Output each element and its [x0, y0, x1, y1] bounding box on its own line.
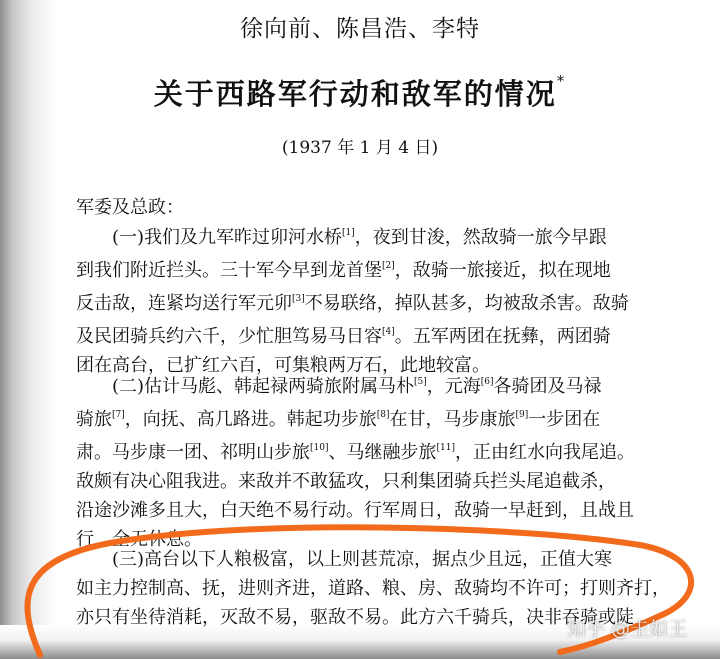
- text-run: 到我们附近拦头。三十军今早到龙首堡: [76, 260, 382, 281]
- title-text: 关于西路军行动和敌军的情况: [153, 77, 557, 111]
- text-run: ，向抚、高几路进。韩起功步旅: [124, 409, 377, 430]
- watermark: 知乎 @圭如王: [567, 618, 688, 640]
- text-line: 敌颇有决心阻我进。来敌并不敢猛攻，只利集团骑兵拦头尾追截杀，: [76, 471, 616, 492]
- text-run: ，正由红水向我尾追。: [454, 442, 635, 463]
- footnote-ref: [4]: [382, 327, 395, 337]
- text-run: 肃。马步康一团、祁明山步旅: [76, 442, 310, 463]
- text-run: 不易联络，掉队甚多，均被敌杀害。敌骑: [304, 293, 629, 314]
- footnote-ref: [1]: [342, 228, 355, 238]
- text-line: [76, 401, 676, 434]
- authors: 徐向前、陈昌浩、李特: [240, 16, 480, 42]
- text-line: (三)高台以下人粮极富，以上则甚荒凉，据点少且远，正值大寒: [112, 549, 613, 570]
- document-date: (1937 年 1 月 4 日): [281, 138, 439, 158]
- text-line: 如主力控制高、抚，进则齐进，道路、粮、房、敌骑均不许可；打则齐打，: [76, 578, 670, 599]
- footnote-ref: [2]: [382, 261, 395, 271]
- text-run: 。五军两团在抚彝，两团骑: [394, 326, 611, 347]
- footnote-ref: [11]: [436, 443, 455, 453]
- section-1: [76, 219, 676, 380]
- text-run: (一)我们及九军昨过卯河水桥: [112, 227, 343, 248]
- text-run: 、马继融步旅: [328, 442, 437, 463]
- text-line: [76, 434, 676, 467]
- text-run: 骑旅: [76, 409, 112, 430]
- footnote-ref: [8]: [376, 410, 390, 420]
- text-run: 在甘，马步康旅: [389, 409, 516, 430]
- text-line: [76, 285, 676, 318]
- footnote-ref: [5]: [414, 377, 427, 387]
- document-title: [0, 72, 720, 113]
- text-line: [76, 219, 676, 252]
- footnote-ref: [7]: [112, 410, 125, 420]
- text-line: [76, 252, 676, 285]
- text-run: 及民团骑兵约六千，少忙胆笃易马日容: [76, 326, 382, 347]
- footnote-ref: [6]: [480, 377, 494, 387]
- text-run: ，夜到甘浚，然敌骑一旅今早跟: [354, 227, 607, 248]
- section-2: [76, 368, 676, 554]
- text-run: ，敌骑一旅接近，拟在现地: [394, 260, 611, 281]
- text-line: 团在高台，已扩红六百，可集粮两万石，此地较富。: [76, 355, 490, 376]
- text-run: 反击敌，连紧均送行军元卯: [76, 293, 292, 314]
- text-run: 一步团在: [528, 409, 601, 430]
- text-line: 亦只有坐待消耗，灭敌不易，驱敌不易。此方六千骑兵，决非吞骑或陡: [76, 607, 634, 628]
- footnote-ref: [9]: [515, 410, 529, 420]
- text-line: [76, 318, 676, 351]
- footnote-ref: [10]: [310, 443, 329, 453]
- text-line: 沿途沙滩多且大，白天绝不易行动。行军周日，敌骑一早赶到，且战且: [76, 500, 634, 521]
- title-footnote-mark: *: [556, 72, 567, 90]
- text-run: 各骑团及马禄: [493, 376, 602, 397]
- text-run: ，元海: [426, 376, 481, 397]
- footnote-ref: [3]: [292, 294, 305, 304]
- text-line: 行，全无休息。: [76, 529, 202, 550]
- text-line: [76, 368, 676, 401]
- salutation: 军委及总政：: [76, 197, 184, 218]
- text-run: (二)估计马彪、韩起禄两骑旅附属马朴: [112, 376, 415, 397]
